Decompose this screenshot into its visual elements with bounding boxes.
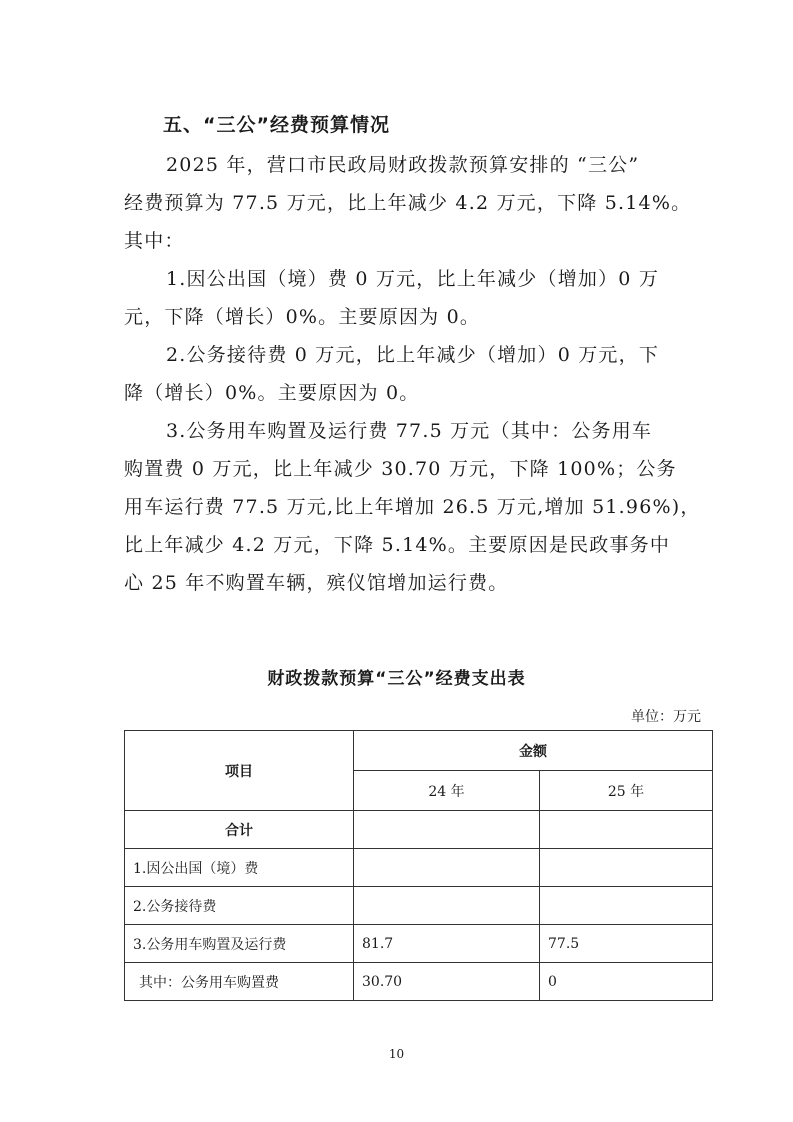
row-value-24: 30.70	[354, 963, 540, 1001]
row-label: 3.公务用车购置及运行费	[125, 925, 354, 963]
table-unit: 单位：万元	[631, 709, 701, 725]
row-value-24	[354, 811, 540, 849]
row-value-24	[354, 849, 540, 887]
row-value-25	[540, 849, 713, 887]
paragraph-line: 2.公务接待费 0 万元，比上年减少（增加）0 万元，下	[166, 344, 660, 366]
row-value-25: 77.5	[540, 925, 713, 963]
header-24: 24 年	[354, 771, 540, 811]
table-row	[125, 849, 713, 887]
paragraph-line: 经费预算为 77.5 万元，比上年减少 4.2 万元，下降 5.14%。	[124, 192, 692, 214]
row-label: 合计	[125, 811, 354, 849]
paragraph-line: 心 25 年不购置车辆，殡仪馆增加运行费。	[124, 572, 509, 594]
header-25: 25 年	[540, 771, 713, 811]
row-label: 其中：公务用车购置费	[125, 963, 354, 1001]
paragraph-line: 比上年减少 4.2 万元，下降 5.14%。主要原因是民政事务中	[124, 534, 671, 556]
row-value-24	[354, 887, 540, 925]
paragraph-line: 降（增长）0%。主要原因为 0。	[124, 382, 420, 404]
paragraph-line: 元，下降（增长）0%。主要原因为 0。	[124, 306, 481, 328]
paragraph-line: 购置费 0 万元，比上年减少 30.70 万元，下降 100%；公务	[124, 458, 677, 480]
header-item: 项目	[125, 731, 354, 811]
table-title: 财政拨款预算“三公”经费支出表	[267, 669, 526, 689]
paragraph-line: 其中：	[124, 230, 185, 252]
page-number: 10	[388, 1047, 405, 1061]
row-label: 1.因公出国（境）费	[125, 849, 354, 887]
header-amount: 金额	[354, 731, 713, 771]
row-value-25	[540, 887, 713, 925]
table-row	[125, 925, 713, 963]
paragraph-line: 用车运行费 77.5 万元,比上年增加 26.5 万元,增加 51.96%)，	[124, 496, 701, 518]
row-value-25: 0	[540, 963, 713, 1001]
table-row	[125, 963, 713, 1001]
paragraph-line: 3.公务用车购置及运行费 77.5 万元（其中：公务用车	[166, 420, 653, 442]
expense-table	[124, 730, 713, 1001]
section-heading: 五、“三公”经费预算情况	[163, 114, 390, 136]
row-value-24: 81.7	[354, 925, 540, 963]
paragraph-line: 2025 年，营口市民政局财政拨款预算安排的 “三公”	[166, 154, 640, 176]
table-row	[125, 887, 713, 925]
table-header-row	[125, 731, 713, 771]
paragraph-line: 1.因公出国（境）费 0 万元，比上年减少（增加）0 万	[166, 268, 660, 290]
row-label: 2.公务接待费	[125, 887, 354, 925]
row-value-25	[540, 811, 713, 849]
table-row	[125, 811, 713, 849]
